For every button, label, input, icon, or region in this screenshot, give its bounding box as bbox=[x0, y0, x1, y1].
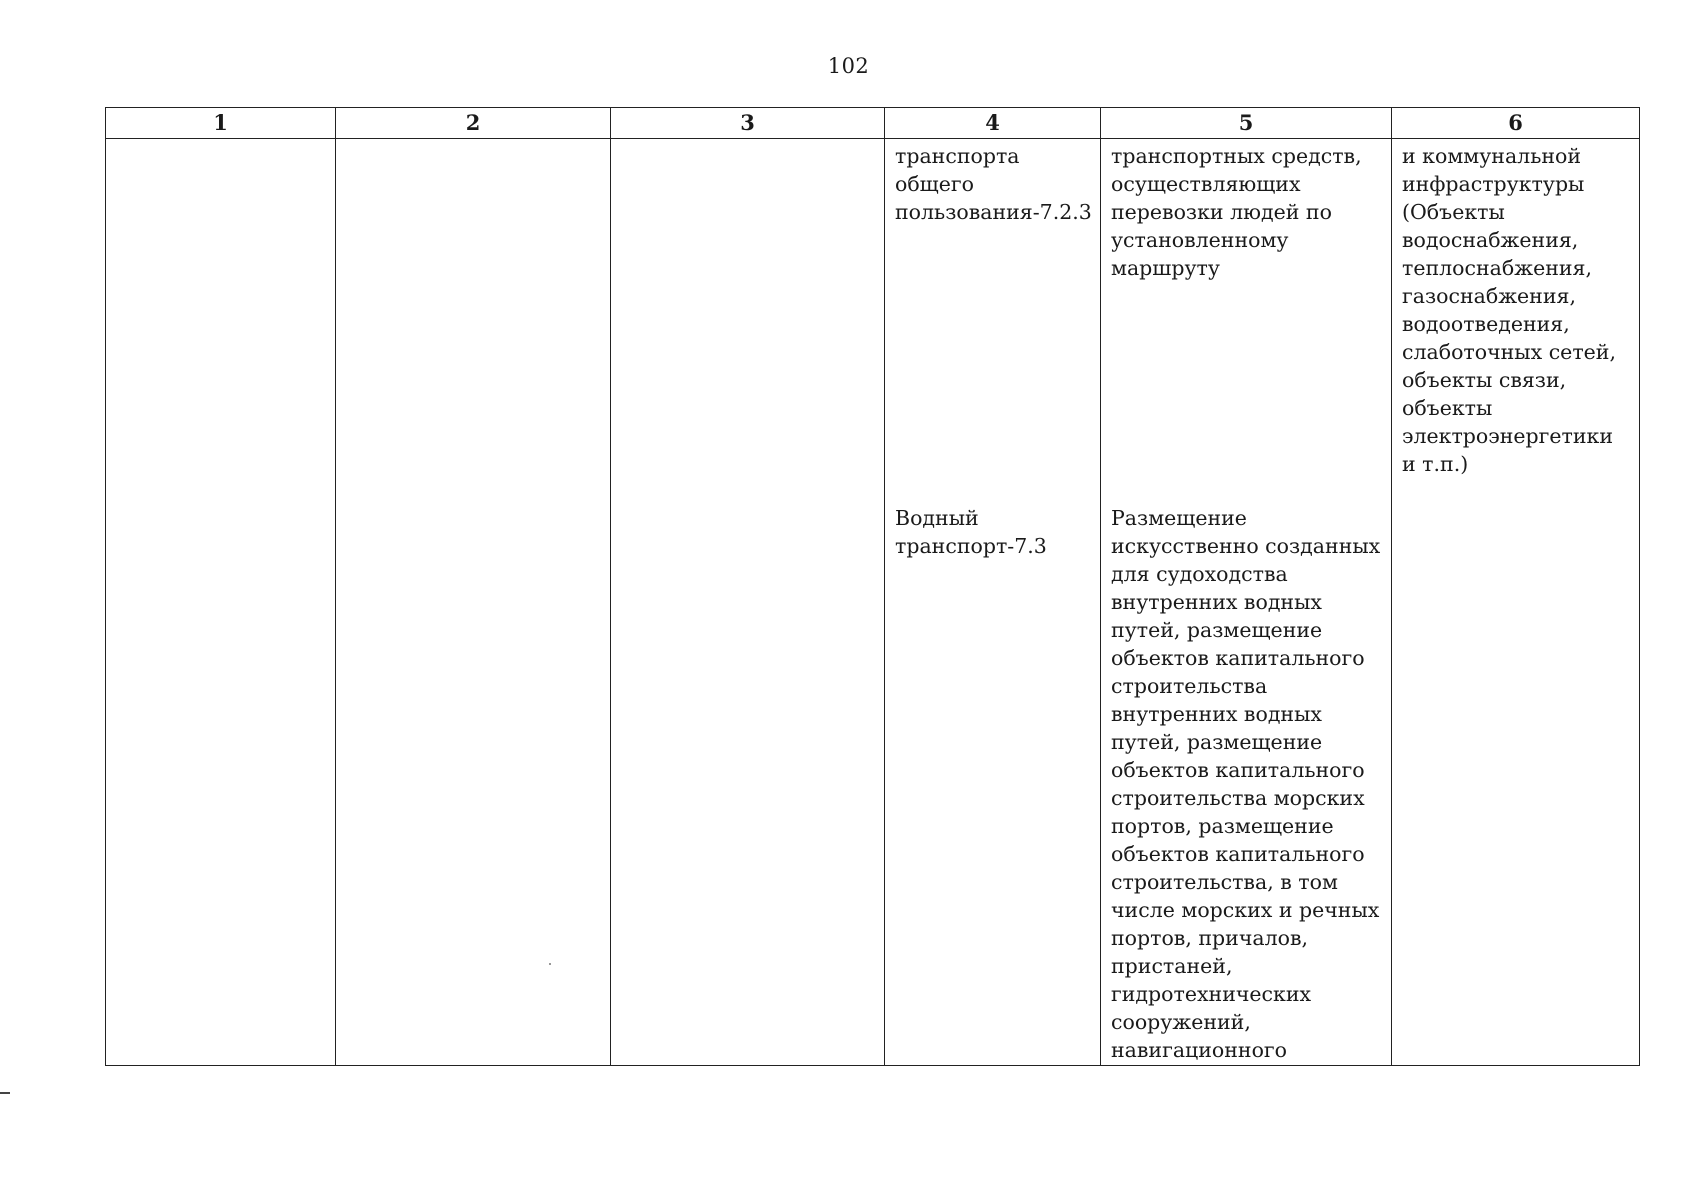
column-header-2: 2 bbox=[336, 108, 611, 139]
cell-col-3-content bbox=[611, 139, 884, 1065]
column-header-6: 6 bbox=[1392, 108, 1640, 139]
cell-col-3 bbox=[611, 139, 885, 1066]
column-header-5: 5 bbox=[1101, 108, 1392, 139]
permitted-use-public-transport: транспорта общего пользования-7.2.3 bbox=[895, 144, 1092, 224]
cell-col-4-content bbox=[885, 139, 1100, 1065]
table-header bbox=[106, 108, 1640, 139]
table-row bbox=[106, 139, 1640, 1066]
use-description-public-transport: транспортных средств, осуществляющих перевозки людей по установленному маршруту bbox=[1111, 144, 1362, 280]
cell-col-2-content bbox=[336, 139, 610, 1065]
column-header-1: 1 bbox=[106, 108, 336, 139]
cell-col-1 bbox=[106, 139, 336, 1066]
column-header-3: 3 bbox=[611, 108, 885, 139]
cell-col-5 bbox=[1101, 139, 1392, 1066]
header-row bbox=[106, 108, 1640, 139]
cell-col-1-content bbox=[106, 139, 335, 1065]
column-header-4: 4 bbox=[885, 108, 1101, 139]
cell-col-2 bbox=[336, 139, 611, 1066]
cell-col-5-content bbox=[1101, 139, 1391, 1065]
land-use-table bbox=[105, 107, 1640, 1066]
cell-col-6 bbox=[1392, 139, 1640, 1066]
permitted-use-water-transport: Водный транспорт-7.3 bbox=[895, 506, 1047, 558]
table-body bbox=[106, 139, 1640, 1066]
cell-col-6-content bbox=[1392, 139, 1639, 1065]
scan-edge-mark bbox=[0, 1092, 10, 1094]
cell-col-4 bbox=[885, 139, 1101, 1066]
scan-speck bbox=[549, 963, 551, 965]
page-number: 102 bbox=[827, 54, 870, 78]
auxiliary-use-description: и коммунальной инфраструктуры (Объекты водоснабжения, теплоснабжения, газоснабжения, водоотведения, слаботочных сетей, объекты связи, объекты электроэнергетики и т.п.) bbox=[1402, 144, 1616, 476]
use-description-water-transport: Размещение искусственно созданных для судоходства внутренних водных путей, размещение объектов капитального строительства внутренних водных путей, размещение объектов капитального строительства морских портов, размещение объектов капитального строительства, в том числе морских и речных портов, причалов, пристаней, гидротехнических сооружений, навигационного bbox=[1111, 506, 1381, 1062]
